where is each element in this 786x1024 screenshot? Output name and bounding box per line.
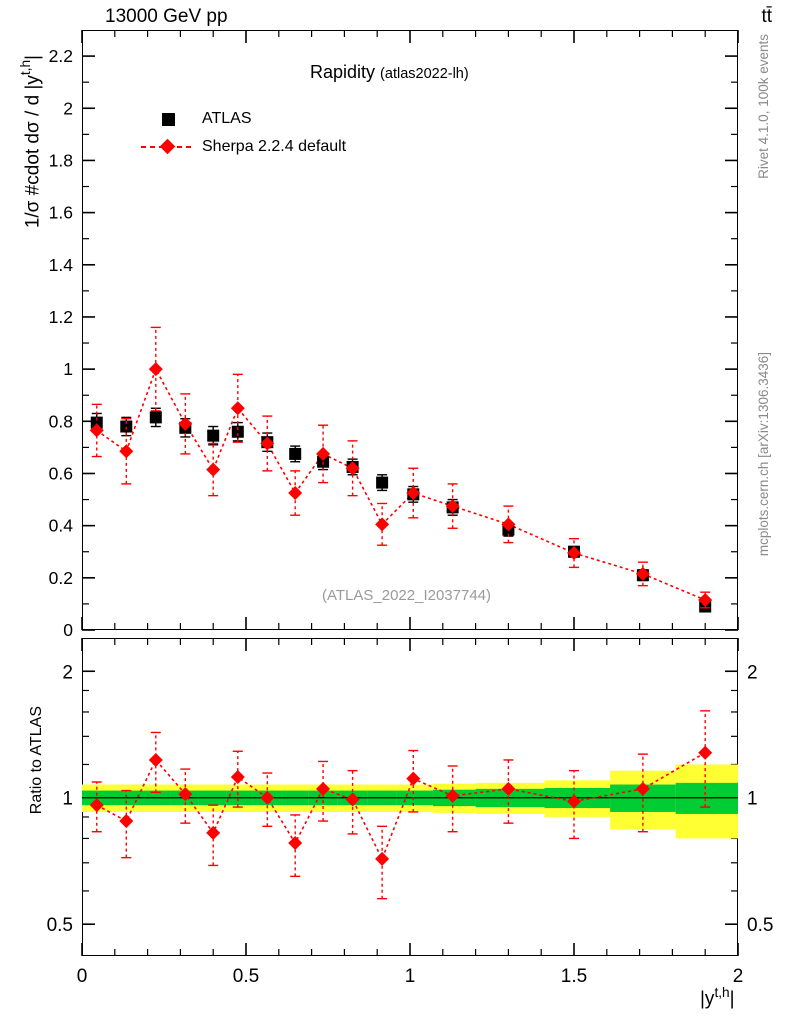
y-tick-label: 2 xyxy=(63,98,73,119)
x-tick-label: 1 xyxy=(404,966,416,987)
y-tick-label: 0 xyxy=(63,620,73,640)
atlas-data-marker xyxy=(150,411,162,423)
ratio-y-axis-title: Ratio to ATLAS xyxy=(28,706,45,815)
ratio-data-marker xyxy=(231,770,245,784)
rivet-version-note: Rivet 4.1.0, 100k events xyxy=(756,34,771,179)
sherpa-data-marker xyxy=(149,362,163,376)
ratio-band-inner xyxy=(676,783,738,814)
y-tick-label: 1 xyxy=(63,359,73,380)
main-y-axis-title: 1/σ #cdot dσ / d $|y^{t,h}|$ xyxy=(18,55,44,229)
atlas-data-marker xyxy=(289,448,301,460)
legend-label-sherpa: Sherpa 2.2.4 default xyxy=(202,138,347,155)
ratio-y-tick-label-right: 2 xyxy=(747,662,758,684)
y-tick-label: 2.2 xyxy=(48,46,73,67)
ratio-data-marker xyxy=(406,772,420,786)
header-beam-label: 13000 GeV pp xyxy=(105,6,228,27)
sherpa-data-marker xyxy=(119,444,133,458)
analysis-id-watermark: (ATLAS_2022_I2037744) xyxy=(322,587,492,604)
x-tick-label: 1.5 xyxy=(560,966,588,987)
atlas-data-marker xyxy=(376,477,388,489)
x-tick-label: 2 xyxy=(732,966,744,987)
ratio-data-marker xyxy=(375,852,389,866)
plot-subtitle: (atlas2022-lh) xyxy=(380,66,469,82)
ratio-y-tick-label-right: 1 xyxy=(747,788,758,810)
ratio-y-tick-label: 0.5 xyxy=(46,915,73,937)
ratio-data-marker xyxy=(206,826,220,840)
sherpa-data-marker xyxy=(288,486,302,500)
y-tick-label: 1.8 xyxy=(48,150,73,171)
legend-label-atlas: ATLAS xyxy=(202,110,252,127)
atlas-data-marker xyxy=(207,430,219,442)
sherpa-line xyxy=(97,369,705,600)
x-axis-title: $|y^{t,h}|$ xyxy=(700,985,735,1010)
plot-title: Rapidity (atlas2022-lh) xyxy=(310,62,469,82)
ratio-data-marker xyxy=(288,836,302,850)
y-tick-label: 0.8 xyxy=(48,411,73,432)
y-tick-label: 1.4 xyxy=(48,254,73,275)
ratio-y-tick-label-right: 0.5 xyxy=(747,915,774,937)
mcplots-arxiv-note: mcplots.cern.ch [arXiv:1306.3436] xyxy=(756,352,771,557)
sherpa-data-marker xyxy=(206,463,220,477)
x-tick-label: 0.5 xyxy=(232,966,260,987)
y-tick-label: 0.4 xyxy=(48,515,73,536)
ratio-data-marker xyxy=(698,746,712,760)
y-tick-label: 0.6 xyxy=(48,463,73,484)
ratio-y-tick-label: 1 xyxy=(62,788,73,810)
header-process-label: tt̄ xyxy=(761,6,772,27)
y-tick-label: 1.6 xyxy=(48,202,73,223)
y-tick-label: 1.2 xyxy=(48,306,73,327)
ratio-data-marker xyxy=(119,814,133,828)
y-tick-label: 0.2 xyxy=(48,567,73,588)
x-tick-label: 0 xyxy=(76,966,88,987)
ratio-y-tick-label: 2 xyxy=(62,662,73,684)
